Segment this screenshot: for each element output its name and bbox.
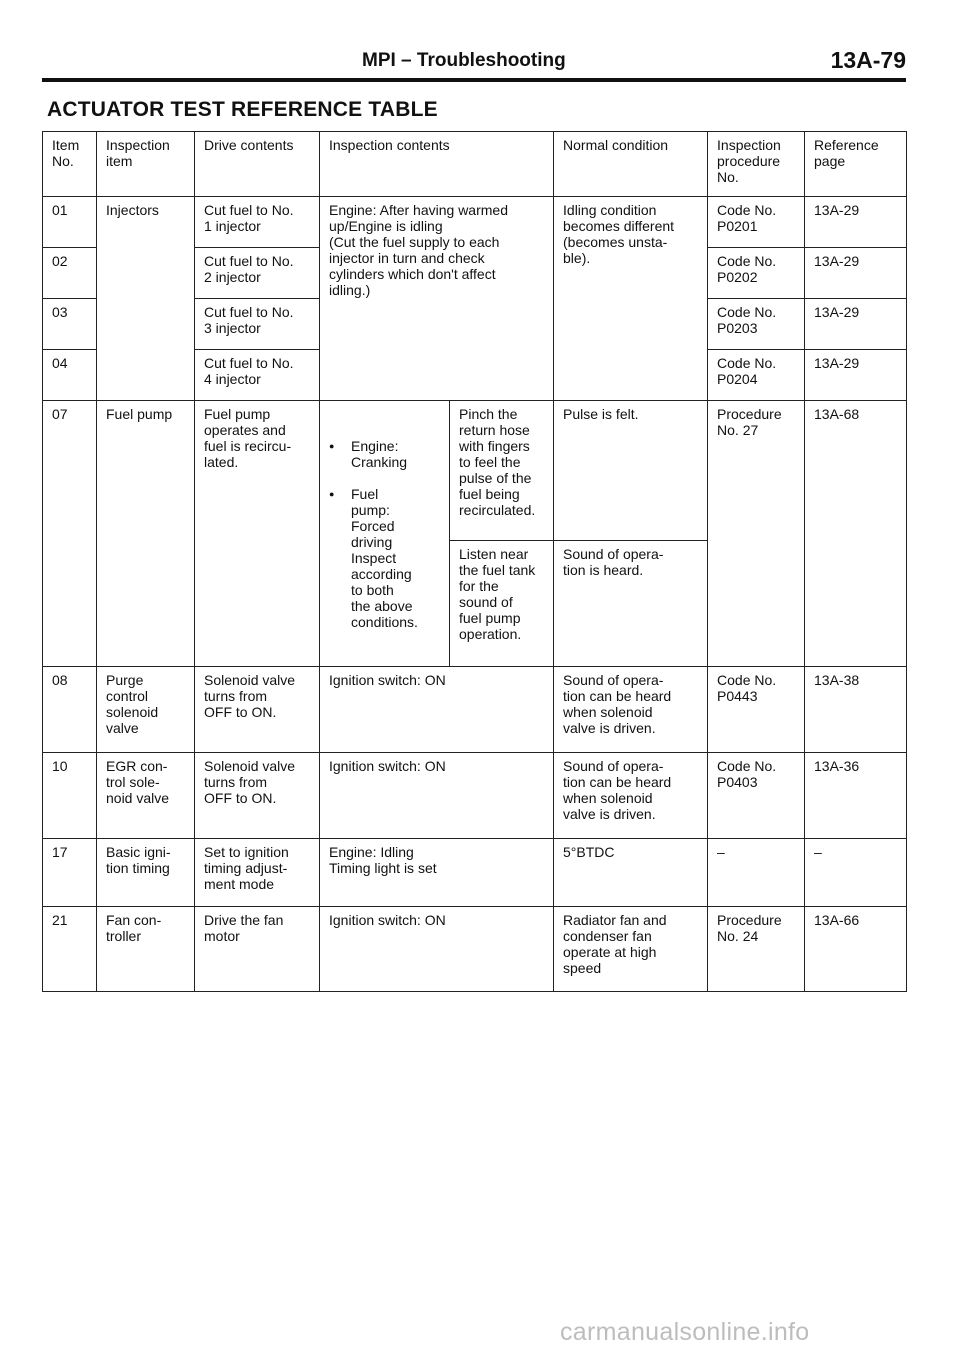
- table-row: [43, 753, 907, 839]
- cell-drive-contents: Cut fuel to No. 3 injector: [195, 299, 320, 350]
- col-header-procedure-no: Inspection procedure No.: [708, 132, 805, 197]
- header-rule: [42, 78, 906, 82]
- table-row: [43, 667, 907, 753]
- col-header-drive-contents: Drive contents: [195, 132, 320, 197]
- cell-inspection-item: Basic igni- tion timing: [97, 839, 195, 907]
- cell-procedure-no: Code No. P0201: [708, 197, 805, 248]
- cell-inspection-item: EGR con- trol sole- noid valve: [97, 753, 195, 839]
- cell-reference-page: 13A-29: [805, 350, 907, 401]
- cell-inspection-contents: Ignition switch: ON: [320, 753, 554, 839]
- table-row: [43, 401, 907, 541]
- section-title: MPI – Troubleshooting: [362, 50, 566, 71]
- cell-reference-page: 13A-29: [805, 197, 907, 248]
- cell-procedure-no: –: [708, 839, 805, 907]
- cell-inspection-conditions: [320, 401, 450, 667]
- cell-item-no: 04: [43, 350, 97, 401]
- cell-item-no: 21: [43, 907, 97, 992]
- cell-inspection-contents: Ignition switch: ON: [320, 667, 554, 753]
- cell-procedure-no: Procedure No. 24: [708, 907, 805, 992]
- cell-normal-condition: Idling condition becomes different (becomes unsta- ble).: [554, 197, 708, 401]
- col-header-normal-condition: Normal condition: [554, 132, 708, 197]
- cell-drive-contents: Drive the fan motor: [195, 907, 320, 992]
- condition-list: [329, 422, 443, 646]
- cell-inspection-item: Fan con- troller: [97, 907, 195, 992]
- col-header-reference-page: Reference page: [805, 132, 907, 197]
- cell-inspection-contents: Engine: Idling Timing light is set: [320, 839, 554, 907]
- table-title: ACTUATOR TEST REFERENCE TABLE: [47, 98, 438, 121]
- cell-inspection-method: Pinch the return hose with fingers to feel the pulse of the fuel being recirculated.: [450, 401, 554, 541]
- cell-procedure-no: Code No. P0204: [708, 350, 805, 401]
- table-row: [43, 197, 907, 248]
- cell-drive-contents: Cut fuel to No. 4 injector: [195, 350, 320, 401]
- cell-reference-page: 13A-36: [805, 753, 907, 839]
- cell-item-no: 03: [43, 299, 97, 350]
- cell-drive-contents: Fuel pump operates and fuel is recircu- lated.: [195, 401, 320, 667]
- cell-inspection-item: Purge control solenoid valve: [97, 667, 195, 753]
- cell-inspection-item: Fuel pump: [97, 401, 195, 667]
- cell-inspection-contents: Engine: After having warmed up/Engine is idling (Cut the fuel supply to each injector in turn and check cylinders which don't affect idling.): [320, 197, 554, 401]
- watermark: carmanualsonline.info: [560, 1318, 810, 1346]
- col-header-item-no: Item No.: [43, 132, 97, 197]
- cell-reference-page: 13A-29: [805, 248, 907, 299]
- cell-item-no: 07: [43, 401, 97, 667]
- cell-inspection-method: Listen near the fuel tank for the sound of fuel pump operation.: [450, 540, 554, 666]
- cell-normal-condition: Pulse is felt.: [554, 401, 708, 541]
- page-number: 13A-79: [830, 47, 906, 73]
- cell-inspection-item: Injectors: [97, 197, 195, 401]
- cell-procedure-no: Code No. P0203: [708, 299, 805, 350]
- cell-item-no: 01: [43, 197, 97, 248]
- cell-normal-condition: Sound of opera- tion is heard.: [554, 540, 708, 666]
- cell-item-no: 02: [43, 248, 97, 299]
- cell-procedure-no: Code No. P0202: [708, 248, 805, 299]
- cell-item-no: 08: [43, 667, 97, 753]
- cell-normal-condition: Radiator fan and condenser fan operate at high speed: [554, 907, 708, 992]
- cell-reference-page: 13A-66: [805, 907, 907, 992]
- page-header: [42, 47, 906, 80]
- table-row: [43, 839, 907, 907]
- cell-procedure-no: Code No. P0403: [708, 753, 805, 839]
- cell-drive-contents: Cut fuel to No. 1 injector: [195, 197, 320, 248]
- cell-drive-contents: Set to ignition timing adjust- ment mode: [195, 839, 320, 907]
- condition-item: ● Fuel pump: Forced driving Inspect according to both the above conditions.: [329, 486, 443, 630]
- col-header-inspection-item: Inspection item: [97, 132, 195, 197]
- cell-normal-condition: 5°BTDC: [554, 839, 708, 907]
- table-header-row: [43, 132, 907, 197]
- cell-reference-page: –: [805, 839, 907, 907]
- cell-normal-condition: Sound of opera- tion can be heard when solenoid valve is driven.: [554, 667, 708, 753]
- cell-procedure-no: Procedure No. 27: [708, 401, 805, 667]
- cell-procedure-no: Code No. P0443: [708, 667, 805, 753]
- actuator-test-table: [42, 131, 907, 992]
- cell-reference-page: 13A-29: [805, 299, 907, 350]
- cell-reference-page: 13A-68: [805, 401, 907, 667]
- cell-item-no: 10: [43, 753, 97, 839]
- condition-item: ● Engine: Cranking: [329, 438, 443, 470]
- col-header-inspection-contents: Inspection contents: [320, 132, 554, 197]
- cell-reference-page: 13A-38: [805, 667, 907, 753]
- cell-drive-contents: Cut fuel to No. 2 injector: [195, 248, 320, 299]
- cell-item-no: 17: [43, 839, 97, 907]
- table-row: [43, 907, 907, 992]
- cell-drive-contents: Solenoid valve turns from OFF to ON.: [195, 753, 320, 839]
- cell-drive-contents: Solenoid valve turns from OFF to ON.: [195, 667, 320, 753]
- cell-normal-condition: Sound of opera- tion can be heard when solenoid valve is driven.: [554, 753, 708, 839]
- cell-inspection-contents: Ignition switch: ON: [320, 907, 554, 992]
